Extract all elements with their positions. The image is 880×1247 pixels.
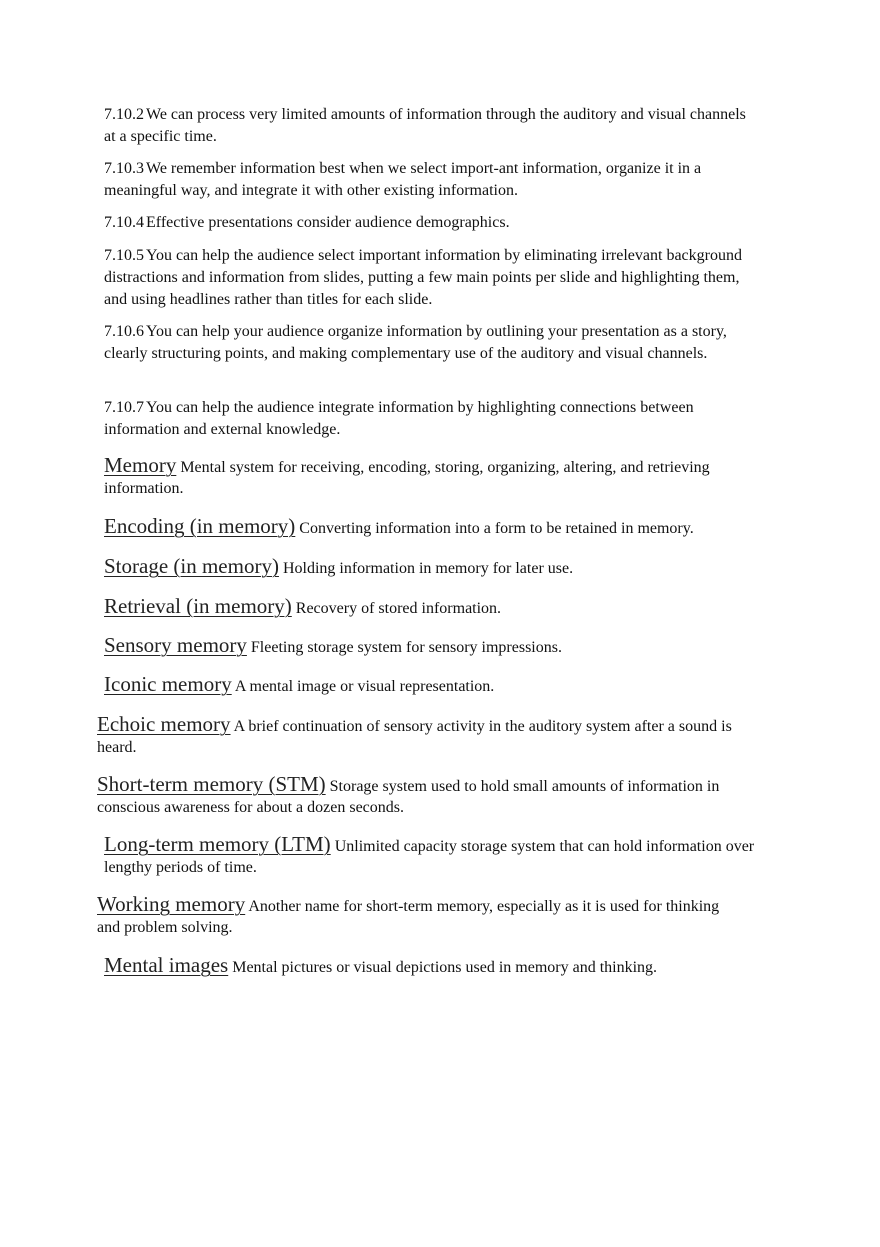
point-7-10-4 [104, 212, 764, 234]
glossary-definition: Fleeting storage system for sensory impressions. [250, 639, 562, 656]
glossary-storage [104, 556, 784, 579]
glossary-definition: Holding information in memory for later use. [282, 560, 574, 577]
glossary-term: Iconic memory [104, 672, 232, 696]
glossary-definition: A brief continuation of sensory activity in the auditory system after a sound is heard. [97, 718, 732, 756]
point-text: You can help the audience select important information by eliminating irrelevant background distractions and information from slides, putting a few main points per slide and highlighting them, and using headlines rather than titles for each slide. [104, 247, 742, 308]
point-text: We remember information best when we select import-ant information, organize it in a meaningful way, and integrate it with other existing information. [104, 160, 702, 199]
glossary-term: Storage (in memory) [104, 554, 279, 578]
glossary-working-memory [97, 894, 727, 938]
point-7-10-5 [104, 245, 764, 311]
glossary-term: Short-term memory (STM) [97, 772, 326, 796]
point-7-10-3 [104, 158, 764, 202]
point-number: 7.10.5 [104, 247, 144, 264]
glossary-long-term-memory [104, 834, 776, 878]
point-7-10-7 [104, 397, 764, 441]
glossary-encoding [104, 516, 784, 539]
glossary-iconic-memory [104, 674, 784, 697]
point-7-10-6 [104, 321, 764, 365]
glossary-term: Mental images [104, 953, 229, 977]
point-text: Effective presentations consider audience demographics. [146, 214, 510, 231]
point-number: 7.10.6 [104, 323, 144, 340]
glossary-term: Sensory memory [104, 633, 247, 657]
glossary-term: Encoding (in memory) [104, 514, 296, 538]
point-number: 7.10.4 [104, 214, 144, 231]
glossary-definition: Another name for short-term memory, especially as it is used for thinking and problem solving. [97, 898, 720, 936]
glossary-definition: Mental pictures or visual depictions used in memory and thinking. [232, 959, 658, 976]
glossary-sensory-memory [104, 635, 784, 658]
glossary-definition: A mental image or visual representation. [234, 678, 495, 695]
glossary-term: Long-term memory (LTM) [104, 832, 331, 856]
point-text: We can process very limited amounts of information through the auditory and visual channels at a specific time. [104, 106, 746, 145]
point-text: You can help your audience organize information by outlining your presentation as a story, clearly structuring points, and making complementary use of the auditory and visual channels. [104, 323, 727, 362]
glossary-term: Memory [104, 453, 177, 477]
point-number: 7.10.2 [104, 106, 144, 123]
glossary-definition: Recovery of stored information. [295, 600, 502, 617]
glossary-definition: Unlimited capacity storage system that can hold information over lengthy periods of time. [104, 838, 755, 876]
glossary-memory [104, 455, 774, 499]
glossary-term: Echoic memory [97, 712, 231, 736]
glossary-definition: Storage system used to hold small amounts of information in conscious awareness for about a dozen seconds. [97, 778, 720, 816]
point-text: You can help the audience integrate information by highlighting connections between information and external knowledge. [104, 399, 694, 438]
glossary-retrieval [104, 596, 784, 619]
point-7-10-2 [104, 104, 754, 148]
glossary-definition: Mental system for receiving, encoding, storing, organizing, altering, and retrieving information. [104, 459, 710, 497]
glossary-echoic-memory [97, 714, 737, 758]
point-number: 7.10.7 [104, 399, 144, 416]
glossary-term: Working memory [97, 892, 246, 916]
point-number: 7.10.3 [104, 160, 144, 177]
glossary-term: Retrieval (in memory) [104, 594, 292, 618]
glossary-short-term-memory [97, 774, 762, 818]
glossary-definition: Converting information into a form to be retained in memory. [299, 520, 694, 537]
glossary-mental-images [104, 955, 784, 978]
